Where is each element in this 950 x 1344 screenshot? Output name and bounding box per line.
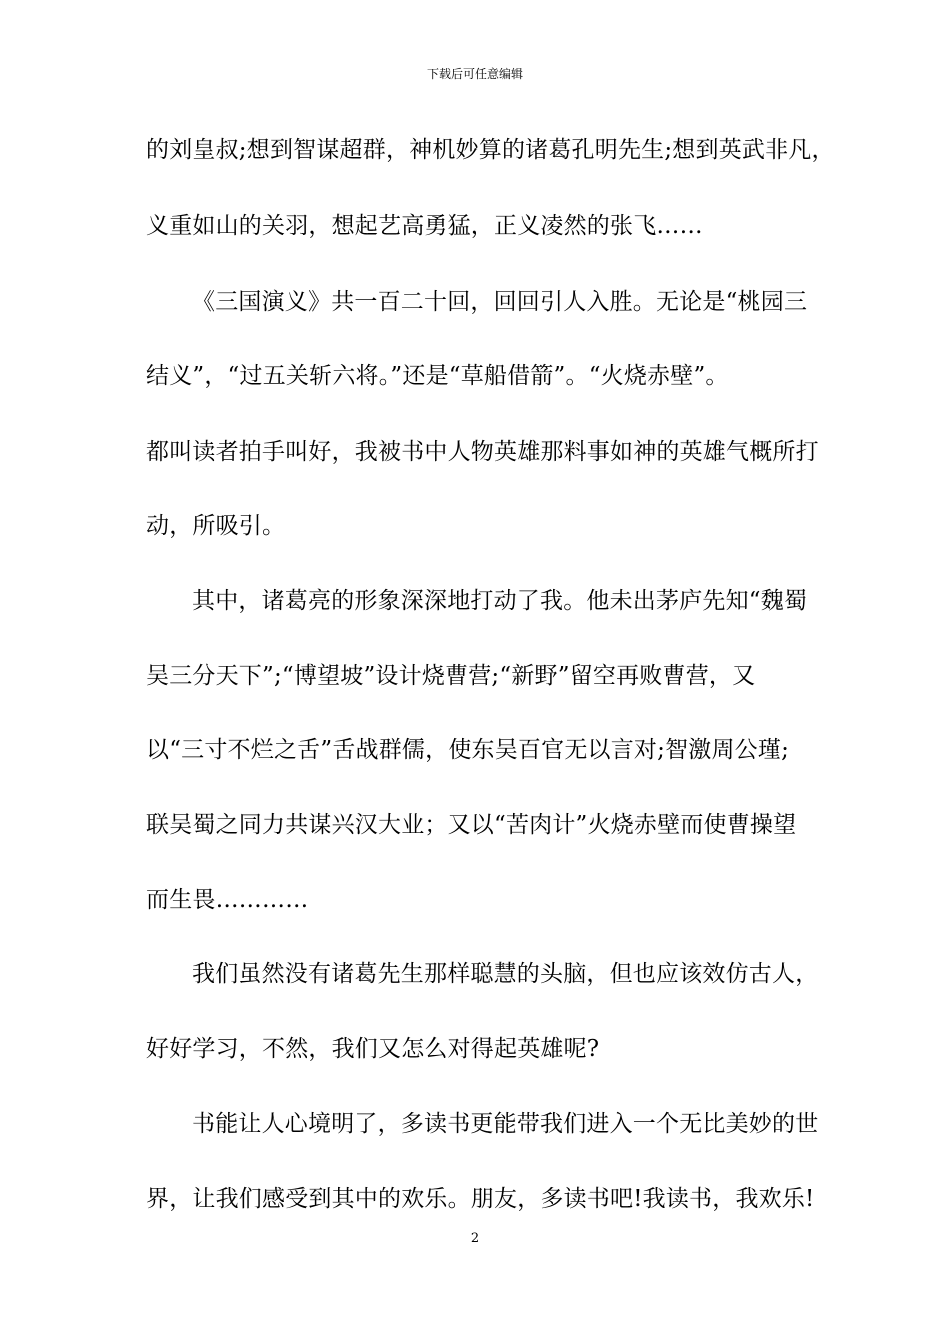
text-line: 动，所吸引。 xyxy=(146,513,286,539)
paragraph-first-line: 书能让人心境明了，多读书更能带我们进入一个无比美妙的世 xyxy=(192,1111,819,1137)
page-header: 下载后可任意编辑 xyxy=(426,67,523,81)
text-line: 以“三寸不烂之舌”舌战群儒，使东吴百官无以言对;智激周公瑾; xyxy=(146,737,790,763)
text-line: 界，让我们感受到其中的欢乐。朋友，多读书吧!我读书，我欢乐! xyxy=(146,1186,815,1212)
text-line: 义重如山的关羽，想起艺高勇猛，正义凌然的张飞…… xyxy=(146,213,703,239)
paragraph-first-line: 其中，诸葛亮的形象深深地打动了我。他未出茅庐先知“魏蜀 xyxy=(192,588,808,614)
page-number: 2 xyxy=(470,1231,480,1246)
text-line: 好好学习，不然，我们又怎么对得起英雄呢? xyxy=(146,1036,600,1062)
text-line: 而生畏………… xyxy=(146,887,309,913)
text-line: 的刘皇叔;想到智谋超群，神机妙算的诸葛孔明先生;想到英武非凡， xyxy=(146,137,835,163)
text-line: 吴三分天下”;“博望坡”设计烧曹营;“新野”留空再败曹营，又 xyxy=(146,663,756,689)
text-line: 结义”，“过五关斩六将。”还是“草船借箭”。“火烧赤壁”。 xyxy=(146,363,729,389)
paragraph-first-line: 《三国演义》共一百二十回，回回引人入胜。无论是“桃园三 xyxy=(192,289,808,315)
text-line: 都叫读者拍手叫好，我被书中人物英雄那料事如神的英雄气概所打 xyxy=(146,439,819,465)
text-line: 联吴蜀之同力共谋兴汉大业；又以“苦肉计”火烧赤壁而使曹操望 xyxy=(146,812,797,838)
paragraph-first-line: 我们虽然没有诸葛先生那样聪慧的头脑，但也应该效仿古人， xyxy=(192,961,819,987)
